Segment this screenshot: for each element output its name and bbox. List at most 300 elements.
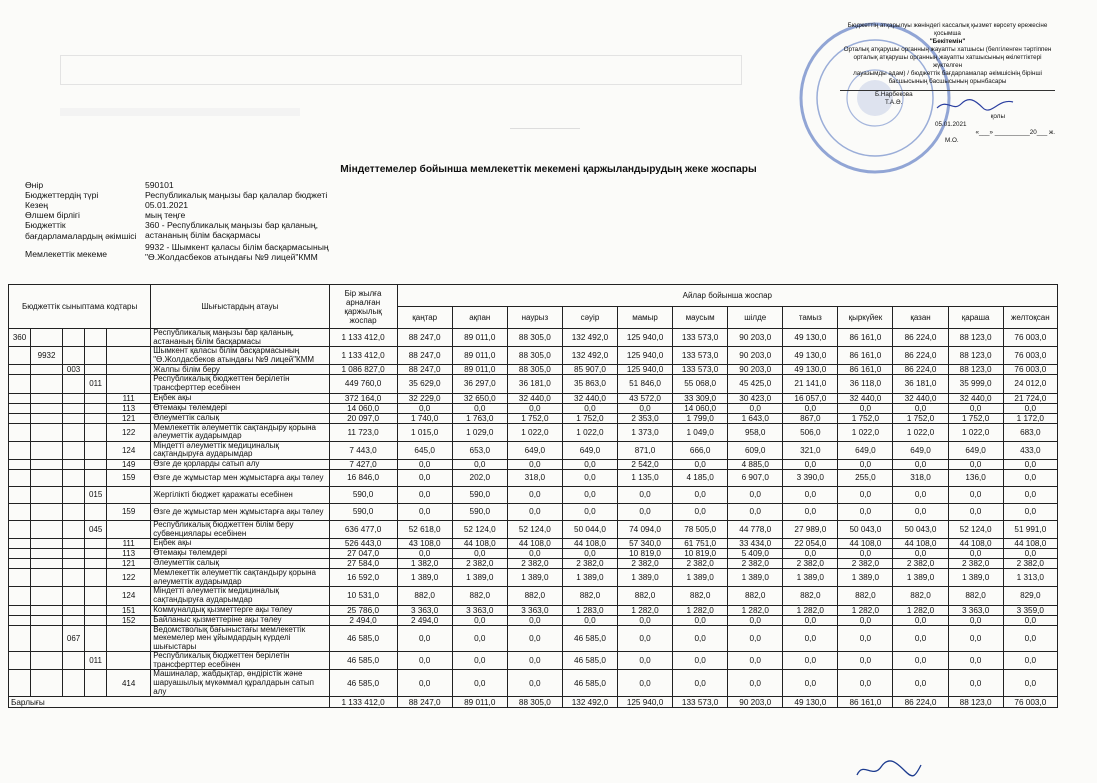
table-row (9, 520, 1058, 538)
month-value: 88 123,0 (948, 329, 1003, 347)
month-value: 35 863,0 (562, 375, 617, 393)
month-value: 0,0 (1003, 549, 1057, 559)
month-value: 45 425,0 (728, 375, 783, 393)
annual-total: 1 133 412,0 (329, 329, 397, 347)
month-value: 88 247,0 (397, 365, 452, 375)
table-row (9, 347, 1058, 365)
table-row (9, 329, 1058, 347)
month-value: 90 203,0 (728, 347, 783, 365)
classif-code (107, 652, 151, 670)
classif-code: 122 (107, 569, 151, 587)
classif-code (9, 605, 31, 615)
month-value: 1 389,0 (948, 569, 1003, 587)
financing-plan-table (8, 284, 1058, 708)
month-value: 0,0 (507, 625, 562, 652)
header-month: маусым (673, 307, 728, 329)
month-value: 3 363,0 (397, 605, 452, 615)
annual-total: 7 443,0 (329, 441, 397, 459)
classif-code (9, 539, 31, 549)
month-value: 0,0 (673, 625, 728, 652)
month-value: 89 011,0 (452, 347, 507, 365)
month-value: 44 108,0 (838, 539, 893, 549)
classif-code: 149 (107, 459, 151, 469)
month-value: 86 161,0 (838, 365, 893, 375)
classif-code (63, 605, 85, 615)
classif-code (31, 549, 63, 559)
header-monthly: Айлар бойынша жоспар (397, 285, 1057, 307)
month-value: 882,0 (397, 587, 452, 605)
month-value: 2 382,0 (673, 559, 728, 569)
classif-code: 414 (107, 670, 151, 697)
approval-line: қосымша (934, 30, 961, 37)
header-month: наурыз (507, 307, 562, 329)
footer-total: 1 133 412,0 (329, 697, 397, 708)
expense-name: Жалпы білім беру (151, 365, 329, 375)
header-annual: Бір жылға арналған қаржылық жоспар (329, 285, 397, 329)
classif-code (9, 459, 31, 469)
month-value: 0,0 (783, 459, 838, 469)
month-value: 22 054,0 (783, 539, 838, 549)
month-value: 653,0 (452, 441, 507, 459)
table-row (9, 587, 1058, 605)
classif-code (85, 459, 107, 469)
footer-month-value: 76 003,0 (1003, 697, 1057, 708)
month-value: 1 752,0 (893, 413, 948, 423)
month-value: 0,0 (507, 615, 562, 625)
month-value: 14 060,0 (673, 403, 728, 413)
month-value: 52 618,0 (397, 520, 452, 538)
month-value: 0,0 (452, 459, 507, 469)
classif-code (9, 423, 31, 441)
month-value: 0,0 (783, 625, 838, 652)
table-row (9, 459, 1058, 469)
classif-code: 121 (107, 413, 151, 423)
classif-code (107, 375, 151, 393)
month-value: 1 389,0 (728, 569, 783, 587)
month-value: 30 423,0 (728, 393, 783, 403)
month-value: 882,0 (948, 587, 1003, 605)
month-value: 0,0 (618, 615, 673, 625)
month-value: 590,0 (452, 486, 507, 503)
month-value: 0,0 (783, 486, 838, 503)
month-value: 318,0 (893, 469, 948, 486)
expense-name: Әлеуметтік салық (151, 413, 329, 423)
month-value: 1 752,0 (507, 413, 562, 423)
month-value: 2 382,0 (562, 559, 617, 569)
classif-code: 113 (107, 549, 151, 559)
month-value: 0,0 (673, 652, 728, 670)
classif-code (63, 329, 85, 347)
signer-name: Б.Нарбекова (875, 91, 913, 98)
meta-block (25, 180, 355, 272)
classif-code (107, 347, 151, 365)
month-value: 0,0 (893, 549, 948, 559)
month-value: 0,0 (562, 469, 617, 486)
meta-value: Республикалық маңызы бар қалалар бюджеті (145, 190, 328, 200)
month-value: 88 305,0 (507, 329, 562, 347)
annual-total: 449 760,0 (329, 375, 397, 393)
month-value: 44 108,0 (562, 539, 617, 549)
footer-month-value: 88 123,0 (948, 697, 1003, 708)
month-value: 1 752,0 (948, 413, 1003, 423)
month-value: 125 940,0 (618, 365, 673, 375)
month-value: 1 282,0 (783, 605, 838, 615)
classif-code (63, 670, 85, 697)
approval-line: Орталық атқарушы органның жауапты хатшысы (белгіленген тәртіппен (843, 46, 1052, 53)
month-value: 0,0 (728, 625, 783, 652)
table-row (9, 503, 1058, 520)
classif-code (107, 486, 151, 503)
classif-code (9, 559, 31, 569)
month-value: 1 015,0 (397, 423, 452, 441)
month-value: 88 123,0 (948, 347, 1003, 365)
date-blank: «___» __________20___ ж. (975, 129, 1055, 136)
month-value: 32 440,0 (893, 393, 948, 403)
month-value: 0,0 (783, 670, 838, 697)
month-value: 0,0 (507, 549, 562, 559)
month-value: 882,0 (893, 587, 948, 605)
table-row (9, 403, 1058, 413)
expense-name: Жергілікті бюджет қаражаты есебінен (151, 486, 329, 503)
month-value: 0,0 (1003, 652, 1057, 670)
table-row (9, 625, 1058, 652)
classif-code (31, 393, 63, 403)
month-value: 0,0 (562, 486, 617, 503)
classif-code (85, 329, 107, 347)
month-value: 10 819,0 (673, 549, 728, 559)
classif-code (63, 559, 85, 569)
month-value: 50 043,0 (838, 520, 893, 538)
classif-code (63, 423, 85, 441)
month-value: 0,0 (673, 615, 728, 625)
classif-code (31, 413, 63, 423)
classif-code (107, 625, 151, 652)
month-value: 3 390,0 (783, 469, 838, 486)
month-value: 0,0 (783, 549, 838, 559)
month-value: 318,0 (507, 469, 562, 486)
meta-value: мың теңге (145, 210, 186, 220)
stamp-mark-label: М.О. (945, 137, 959, 144)
month-value: 133 573,0 (673, 329, 728, 347)
month-value: 46 585,0 (562, 670, 617, 697)
footer-month-value: 132 492,0 (562, 697, 617, 708)
expense-name: Машиналар, жабдықтар, өндірістік және шаруашылық мүкәммал құралдарын сатып алу (151, 670, 329, 697)
month-value: 88 305,0 (507, 347, 562, 365)
month-value: 49 130,0 (783, 347, 838, 365)
expense-name: Республикалық бюджеттен берілетін трансферттер есебінен (151, 652, 329, 670)
month-value: 1 389,0 (673, 569, 728, 587)
month-value: 33 309,0 (673, 393, 728, 403)
classif-code (63, 441, 85, 459)
meta-key: Кезең (25, 200, 48, 210)
expense-name: Шымкент қаласы білім басқармасының "Ө.Жолдасбеков атындағы №9 лицей"КММ (151, 347, 329, 365)
annual-total: 27 047,0 (329, 549, 397, 559)
classif-code (85, 615, 107, 625)
month-value: 1 022,0 (507, 423, 562, 441)
month-value: 0,0 (838, 503, 893, 520)
annual-total: 1 133 412,0 (329, 347, 397, 365)
month-value: 1 022,0 (893, 423, 948, 441)
header-month: қыркүйек (838, 307, 893, 329)
month-value: 51 991,0 (1003, 520, 1057, 538)
meta-key: Өлшем бірлігі (25, 210, 80, 220)
expense-name: Өтемақы төлемдері (151, 403, 329, 413)
month-value: 0,0 (1003, 615, 1057, 625)
month-value: 0,0 (1003, 625, 1057, 652)
month-value: 0,0 (728, 503, 783, 520)
classif-code (9, 652, 31, 670)
month-value: 0,0 (948, 459, 1003, 469)
month-value: 0,0 (783, 652, 838, 670)
classif-code: 011 (85, 375, 107, 393)
month-value: 649,0 (893, 441, 948, 459)
month-value: 0,0 (397, 486, 452, 503)
month-value: 1 282,0 (673, 605, 728, 615)
month-value: 1 373,0 (618, 423, 673, 441)
month-value: 0,0 (948, 503, 1003, 520)
month-value: 0,0 (948, 615, 1003, 625)
month-value: 35 629,0 (397, 375, 452, 393)
month-value: 2 382,0 (948, 559, 1003, 569)
annual-total: 16 846,0 (329, 469, 397, 486)
month-value: 43 572,0 (618, 393, 673, 403)
month-value: 2 382,0 (507, 559, 562, 569)
classif-code (31, 375, 63, 393)
approval-line: орталық атқарушы органның жауапты хатшысының өкілеттіктері жүктелген (853, 54, 1042, 69)
classif-code (63, 615, 85, 625)
month-value: 829,0 (1003, 587, 1057, 605)
classif-code (31, 423, 63, 441)
month-value: 882,0 (562, 587, 617, 605)
month-value: 1 389,0 (507, 569, 562, 587)
month-value: 86 224,0 (893, 347, 948, 365)
month-value: 0,0 (397, 625, 452, 652)
month-value: 882,0 (728, 587, 783, 605)
month-value: 1 389,0 (783, 569, 838, 587)
month-value: 61 751,0 (673, 539, 728, 549)
footer-month-value: 86 161,0 (838, 697, 893, 708)
month-value: 0,0 (397, 652, 452, 670)
month-value: 5 409,0 (728, 549, 783, 559)
month-value: 2 382,0 (783, 559, 838, 569)
month-value: 1 752,0 (562, 413, 617, 423)
classif-code (31, 605, 63, 615)
signature-icon (935, 96, 1015, 114)
header-month: тамыз (783, 307, 838, 329)
classif-code (63, 413, 85, 423)
header-month: ақпан (452, 307, 507, 329)
month-value: 3 359,0 (1003, 605, 1057, 615)
month-value: 0,0 (397, 503, 452, 520)
month-value: 0,0 (948, 403, 1003, 413)
month-value: 1 382,0 (397, 559, 452, 569)
classif-code (63, 486, 85, 503)
classif-code: 159 (107, 469, 151, 486)
classif-code (9, 393, 31, 403)
table-row (9, 441, 1058, 459)
classif-code (9, 441, 31, 459)
classif-code (85, 423, 107, 441)
classif-code (85, 393, 107, 403)
month-value: 0,0 (507, 459, 562, 469)
classif-code (9, 615, 31, 625)
annual-total: 46 585,0 (329, 625, 397, 652)
expense-name: Республикалық маңызы бар қаланың, астананың білім басқармасы (151, 329, 329, 347)
month-value: 0,0 (452, 670, 507, 697)
classif-code (63, 520, 85, 538)
month-value: 882,0 (618, 587, 673, 605)
month-value: 52 124,0 (507, 520, 562, 538)
month-value: 0,0 (618, 403, 673, 413)
month-value: 44 108,0 (507, 539, 562, 549)
month-value: 52 124,0 (948, 520, 1003, 538)
month-value: 867,0 (783, 413, 838, 423)
classif-code: 159 (107, 503, 151, 520)
header-month: қараша (948, 307, 1003, 329)
expense-name: Республикалық бюджеттен берілетін трансферттер есебінен (151, 375, 329, 393)
classif-code (9, 365, 31, 375)
expense-name: Міндетті әлеуметтік медициналық сақтандыруға аударымдар (151, 441, 329, 459)
table-row (9, 652, 1058, 670)
classif-code (9, 503, 31, 520)
expense-name: Мемлекеттік әлеуметтік сақтандыру қорына әлеуметтік аударымдар (151, 569, 329, 587)
classif-code: 122 (107, 423, 151, 441)
month-value: 0,0 (838, 403, 893, 413)
month-value: 0,0 (1003, 459, 1057, 469)
classif-code (63, 459, 85, 469)
handwritten-mark-icon (853, 757, 923, 781)
annual-total: 7 427,0 (329, 459, 397, 469)
month-value: 0,0 (397, 459, 452, 469)
table-row (9, 539, 1058, 549)
footer-month-value: 133 573,0 (673, 697, 728, 708)
month-value: 1 389,0 (893, 569, 948, 587)
month-value: 1 313,0 (1003, 569, 1057, 587)
classif-code (9, 520, 31, 538)
month-value: 49 130,0 (783, 365, 838, 375)
classif-code (31, 569, 63, 587)
classif-code (63, 469, 85, 486)
meta-key: Бюджеттердің түрі (25, 190, 99, 200)
month-value: 32 440,0 (948, 393, 1003, 403)
footer-month-value: 88 305,0 (507, 697, 562, 708)
month-value: 1 172,0 (1003, 413, 1057, 423)
classif-code (31, 587, 63, 605)
month-value: 0,0 (838, 549, 893, 559)
classif-code: 152 (107, 615, 151, 625)
month-value: 88 247,0 (397, 347, 452, 365)
month-value: 88 123,0 (948, 365, 1003, 375)
expense-name: Коммуналдық қызметтерге ақы төлеу (151, 605, 329, 615)
month-value: 21 724,0 (1003, 393, 1057, 403)
month-value: 1 389,0 (452, 569, 507, 587)
month-value: 1 389,0 (838, 569, 893, 587)
classif-code: 003 (63, 365, 85, 375)
month-value: 50 043,0 (893, 520, 948, 538)
classif-code (9, 670, 31, 697)
header-month: шілде (728, 307, 783, 329)
expense-name: Байланыс қызметтеріне ақы төлеу (151, 615, 329, 625)
classif-code (85, 347, 107, 365)
month-value: 85 907,0 (562, 365, 617, 375)
month-value: 0,0 (452, 625, 507, 652)
month-value: 882,0 (838, 587, 893, 605)
month-value: 1 799,0 (673, 413, 728, 423)
classif-code (85, 670, 107, 697)
month-value: 27 989,0 (783, 520, 838, 538)
document-title: Міндеттемелер бойынша мемлекеттік мекемені қаржыландырудың жеке жоспары (340, 164, 757, 175)
month-value: 0,0 (507, 670, 562, 697)
month-value: 0,0 (673, 670, 728, 697)
month-value: 0,0 (562, 403, 617, 413)
classif-code (31, 469, 63, 486)
month-value: 506,0 (783, 423, 838, 441)
classif-code (107, 329, 151, 347)
classif-code (63, 569, 85, 587)
month-value: 136,0 (948, 469, 1003, 486)
expense-name: Мемлекеттік әлеуметтік сақтандыру қорына әлеуметтік аударымдар (151, 423, 329, 441)
month-value: 32 440,0 (507, 393, 562, 403)
month-value: 0,0 (893, 503, 948, 520)
table-row (9, 469, 1058, 486)
month-value: 0,0 (452, 615, 507, 625)
classif-code (31, 625, 63, 652)
month-value: 132 492,0 (562, 347, 617, 365)
month-value: 88 247,0 (397, 329, 452, 347)
month-value: 0,0 (673, 459, 728, 469)
classif-code (9, 625, 31, 652)
month-value: 0,0 (618, 625, 673, 652)
month-value: 2 382,0 (838, 559, 893, 569)
footer-month-value: 90 203,0 (728, 697, 783, 708)
classif-code (107, 520, 151, 538)
month-value: 0,0 (948, 549, 1003, 559)
approval-block (840, 22, 1055, 145)
classif-code (63, 652, 85, 670)
month-value: 0,0 (948, 670, 1003, 697)
classif-code (85, 469, 107, 486)
month-value: 52 124,0 (452, 520, 507, 538)
classif-code (31, 670, 63, 697)
expense-name: Өзге де жұмыстар мен жұмыстарға ақы төлеу (151, 469, 329, 486)
classif-code (85, 625, 107, 652)
meta-value: 05.01.2021 (145, 200, 189, 210)
footer-month-value: 86 224,0 (893, 697, 948, 708)
month-value: 0,0 (728, 652, 783, 670)
month-value: 1 389,0 (618, 569, 673, 587)
annual-total: 526 443,0 (329, 539, 397, 549)
month-value: 882,0 (673, 587, 728, 605)
classif-code (9, 347, 31, 365)
month-value: 0,0 (728, 615, 783, 625)
header-month: қаңтар (397, 307, 452, 329)
classif-code (63, 403, 85, 413)
classif-code: 9932 (31, 347, 63, 365)
footer-month-value: 89 011,0 (452, 697, 507, 708)
classif-code (31, 403, 63, 413)
month-value: 86 161,0 (838, 347, 893, 365)
classif-code (85, 559, 107, 569)
month-value: 0,0 (838, 625, 893, 652)
month-value: 2 353,0 (618, 413, 673, 423)
month-value: 88 305,0 (507, 365, 562, 375)
month-value: 0,0 (893, 615, 948, 625)
annual-total: 2 494,0 (329, 615, 397, 625)
expense-name: Өзге де қорларды сатып алу (151, 459, 329, 469)
month-value: 46 585,0 (562, 625, 617, 652)
expense-name: Ведомстволық бағыныстағы мемлекеттік мекемелер мен ұйымдардың күрделі шығыстары (151, 625, 329, 652)
month-value: 958,0 (728, 423, 783, 441)
